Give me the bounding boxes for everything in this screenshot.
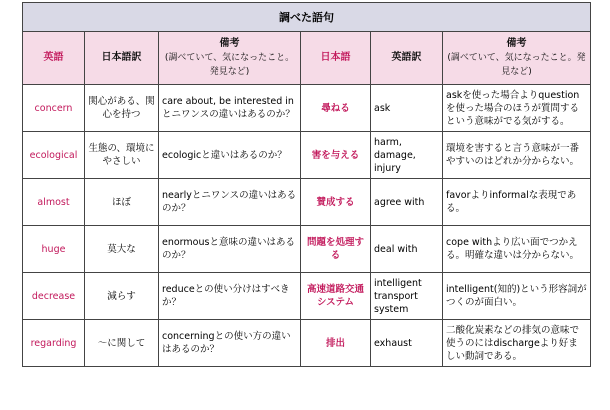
- header-notes-title: 備考: [219, 38, 240, 49]
- japanese-word: 尋ねる: [301, 85, 371, 132]
- table-row: [23, 226, 591, 273]
- japanese-word: 害を与える: [301, 132, 371, 179]
- note: nearlyとニワンスの違いはあるのか？: [159, 179, 301, 226]
- header-japanese: 日本語: [301, 32, 371, 85]
- japanese-word: 賛成する: [301, 179, 371, 226]
- japanese-word: 排出: [301, 320, 371, 367]
- header-english-translation: 英語訳: [371, 32, 443, 85]
- japanese-translation: 莫大な: [85, 226, 159, 273]
- english-word: almost: [23, 179, 85, 226]
- japanese-translation: 生態の、環境にやさしい: [85, 132, 159, 179]
- note2: askを使った場合よりquestionを使った場合のほうが質問するという意味がでる気がする。: [443, 85, 591, 132]
- japanese-translation: 関心がある、関心を持つ: [85, 85, 159, 132]
- header-notes2-sub: (調べていて、気になったこと。発見など): [447, 53, 586, 77]
- note2: intelligent(知的)という形容詞がつくのが面白い。: [443, 273, 591, 320]
- table-row: [23, 273, 591, 320]
- note2: cope withより広い面でつかえる。明確な違いは分からない。: [443, 226, 591, 273]
- table-title: 調べた語句: [23, 3, 591, 32]
- japanese-word: 高速道路交通システム: [301, 273, 371, 320]
- vocab-table-container: [22, 2, 590, 367]
- note: enormousと意味の違いはあるのか？: [159, 226, 301, 273]
- english-word: regarding: [23, 320, 85, 367]
- english-word: huge: [23, 226, 85, 273]
- note2: 環境を害すると言う意味が一番やすいのはどれか分からない。: [443, 132, 591, 179]
- table-row: [23, 320, 591, 367]
- table-row: [23, 179, 591, 226]
- english-word: decrease: [23, 273, 85, 320]
- note2: favorよりinformalな表現である。: [443, 179, 591, 226]
- header-japanese-translation: 日本語訳: [85, 32, 159, 85]
- english-word: concern: [23, 85, 85, 132]
- japanese-translation: 減らす: [85, 273, 159, 320]
- header-notes-sub: (調べていて、気になったこと。発見など): [164, 53, 295, 77]
- english-translation: agree with: [371, 179, 443, 226]
- note: concerningとの使い方の違いはあるのか？: [159, 320, 301, 367]
- note: care about, be interested inとニワンスの違いはあるのか？: [159, 85, 301, 132]
- japanese-translation: 〜に関して: [85, 320, 159, 367]
- header-notes2: [443, 32, 591, 85]
- japanese-word: 問題を処理する: [301, 226, 371, 273]
- note2: 二酸化炭素などの排気の意味で使うのにはdischargeより好ましい動詞である。: [443, 320, 591, 367]
- vocab-table: [22, 2, 591, 367]
- header-english: 英語: [23, 32, 85, 85]
- english-translation: ask: [371, 85, 443, 132]
- english-translation: intelligent transport system: [371, 273, 443, 320]
- english-translation: harm, damage, injury: [371, 132, 443, 179]
- note: reduceとの使い分けはすべきか？: [159, 273, 301, 320]
- table-row: [23, 132, 591, 179]
- english-word: ecological: [23, 132, 85, 179]
- header-row: [23, 32, 591, 85]
- header-notes: [159, 32, 301, 85]
- english-translation: exhaust: [371, 320, 443, 367]
- table-row: [23, 85, 591, 132]
- title-row: [23, 3, 591, 32]
- english-translation: deal with: [371, 226, 443, 273]
- note: ecologicと違いはあるのか？: [159, 132, 301, 179]
- header-notes2-title: 備考: [506, 38, 527, 49]
- japanese-translation: ほぼ: [85, 179, 159, 226]
